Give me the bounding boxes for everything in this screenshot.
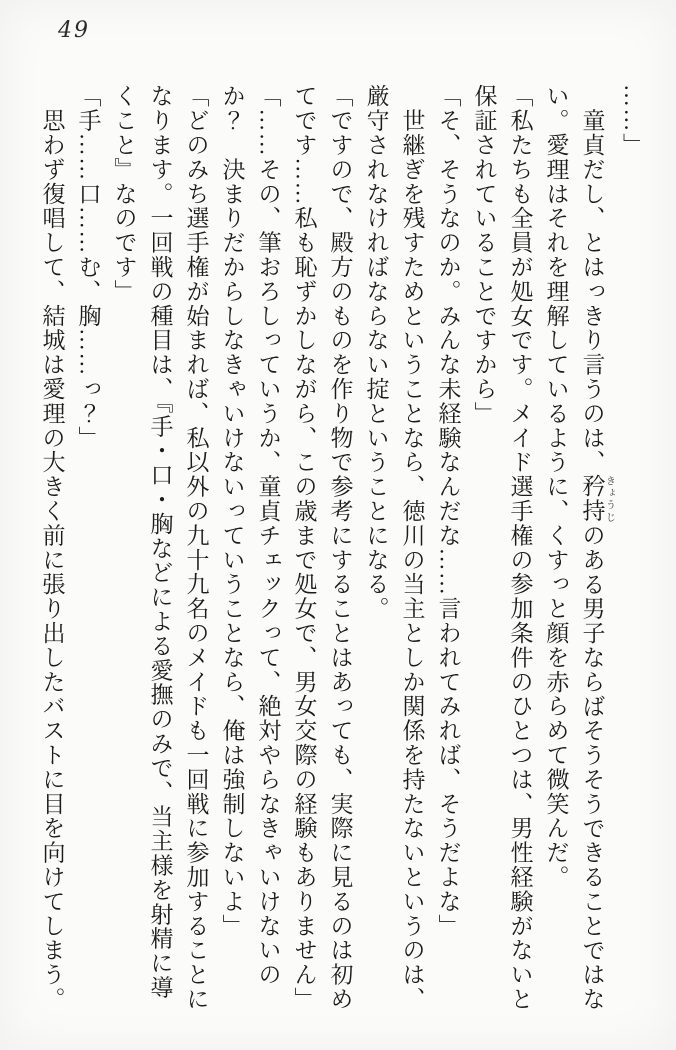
text-column-3: い。愛理はそれを理解しているように、くすっと顔を赤らめて微笑んだ。 xyxy=(543,84,569,890)
text-column-15: くこと』なのです」 xyxy=(111,84,137,304)
text-column-1: ……」 xyxy=(620,84,645,158)
text-column-7: 世継ぎを残すためということなら、徳川の当主としか関係を持たないというのは、 xyxy=(399,84,425,1012)
text-columns xyxy=(34,84,651,1016)
page-number: 49 xyxy=(58,18,90,43)
text-column-14: なります。一回戦の種目は、『手・口・胸などによる愛撫のみで、当主様を射精に導 xyxy=(147,84,173,1000)
text-column-5: 保証されていることですから」 xyxy=(471,84,497,426)
text-column-9: 「ですので、殿方のものを作り物で参考にすることはあっても、実際に見るのは初め xyxy=(327,84,353,1012)
text-column-11: 「……その、筆おろしっていうか、童貞チェックって、絶対やらなきゃいけないの xyxy=(255,84,281,987)
text-column-12: か？ 決まりだからしなきゃいけないっていうことなら、俺は強制しないよ」 xyxy=(219,84,245,938)
text-column-10: てです……私も恥ずかしながら、この歳まで処女で、男女交際の経験もありません」 xyxy=(291,84,317,1012)
text-column-6: 「そ、そうなのか。みんな未経験なんだな……言われてみれば、そうだよな」 xyxy=(435,84,461,938)
text-column-16: 「手……口……む、胸……っ？」 xyxy=(75,84,101,450)
text-column-4: 「私たちも全員が処女です。メイド選手権の参加条件のひとつは、男性経験がないと xyxy=(507,84,533,1012)
text-column-8: 厳守されなければならない掟ということになる。 xyxy=(363,84,389,621)
text-column-17: 思わず復唱して、結城は愛理の大きく前に張り出したバストに目を向けてしまう。 xyxy=(39,84,65,1012)
ruby-annotated-word: 矜持 きょうじ xyxy=(579,474,615,524)
text-column-13: 「どのみち選手権が始まれば、私以外の九十九名のメイドも一回戦に参加することに xyxy=(183,84,209,1012)
text-column-2: 童貞だし、とはっきり言うのは、矜持 きょうじのある男子ならばそうそうできることではな xyxy=(579,84,615,1012)
